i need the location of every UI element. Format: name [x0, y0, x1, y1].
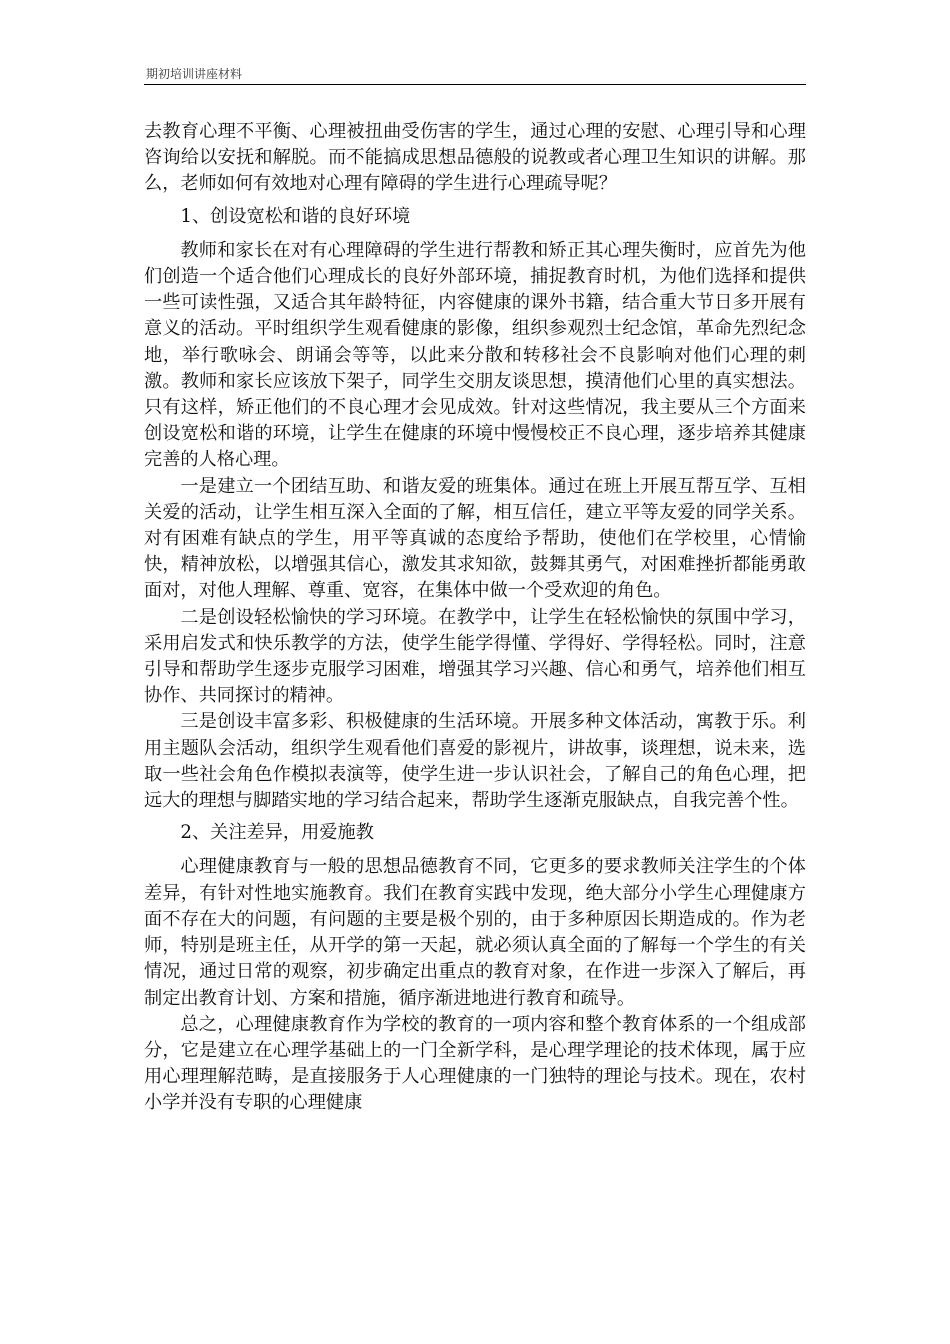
- header-title: 期初培训讲座材料: [146, 67, 243, 81]
- page-header: [144, 66, 806, 85]
- paragraph-4: 三是创设丰富多彩、积极健康的生活环境。开展多种文体活动，寓教于乐。利用主题队会活动，组织学生观看他们喜爱的影视片，讲故事，谈理想，说未来，选取一些社会角色作模拟表演等，使学生进一步认识社会，了解自己的角色心理，把远大的理想与脚踏实地的学习结合起来，帮助学生逐渐克服缺点，自我完善个性。: [144, 711, 806, 812]
- paragraph-3: 二是创设轻松愉快的学习环境。在教学中，让学生在轻松愉快的氛围中学习，采用启发式和快乐教学的方法，使学生能学得懂、学得好、学得轻松。同时，注意引导和帮助学生逐步克服学习困难，增强其学习兴趣、信心和勇气，培养他们相互协作、共同探讨的精神。: [144, 606, 806, 707]
- header-divider: [144, 84, 806, 85]
- section-heading-2: 2、关注差异，用爱施教: [180, 822, 374, 844]
- paragraph-2: 一是建立一个团结互助、和谐友爱的班集体。通过在班上开展互帮互学、互相关爱的活动，让学生相互深入全面的了解，相互信任，建立平等友爱的同学关系。对有困难有缺点的学生，用平等真诚的态度给予帮助，使他们在学校里，心情愉快，精神放松，以增强其信心，激发其求知欲，鼓舞其勇气，对困难挫折都能勇敢面对，对他人理解、尊重、宽容，在集体中做一个受欢迎的角色。: [144, 475, 806, 602]
- intro-paragraph: 去教育心理不平衡、心理被扭曲受伤害的学生，通过心理的安慰、心理引导和心理咨询给以安抚和解脱。而不能搞成思想品德般的说教或者心理卫生知识的讲解。那么，老师如何有效地对心理有障碍的学生进行心理疏导呢？: [144, 121, 806, 195]
- section-heading-1: 1、创设宽松和谐的良好环境: [180, 205, 411, 227]
- paragraph-6: 总之，心理健康教育作为学校的教育的一项内容和整个教育体系的一个组成部分，它是建立在心理学基础上的一门全新学科，是心理学理论的技术体现，属于应用心理理解范畴，是直接服务于人心理健康的一门独特的理论与技术。现在，农村小学并没有专职的心理健康: [144, 1013, 806, 1114]
- paragraph-5: 心理健康教育与一般的思想品德教育不同，它更多的要求教师关注学生的个体差异，有针对性地实施教育。我们在教育实践中发现，绝大部分小学生心理健康方面不存在大的问题，有问题的主要是极个别的，由于多种原因长期造成的。作为老师，特别是班主任，从开学的第一天起，就必须认真全面的了解每一个学生的有关情况，通过日常的观察，初步确定出重点的教育对象，在作进一步深入了解后，再制定出教育计划、方案和措施，循序渐进地进行教育和疏导。: [144, 856, 806, 1009]
- document-body: [144, 119, 806, 1117]
- paragraph-1: 教师和家长在对有心理障碍的学生进行帮教和矫正其心理失衡时，应首先为他们创造一个适合他们心理成长的良好外部环境，捕捉教育时机，为他们选择和提供一些可读性强，又适合其年龄特征，内容健康的课外书籍，结合重大节日多开展有意义的活动。平时组织学生观看健康的影像，组织参观烈士纪念馆，革命先烈纪念地，举行歌咏会、朗诵会等等，以此来分散和转移社会不良影响对他们心理的刺激。教师和家长应该放下架子，同学生交朋友谈思想，摸清他们心里的真实想法。只有这样，矫正他们的不良心理才会见成效。针对这些情况，我主要从三个方面来创设宽松和谐的环境，让学生在健康的环境中慢慢校正不良心理，逐步培养其健康完善的人格心理。: [144, 239, 806, 471]
